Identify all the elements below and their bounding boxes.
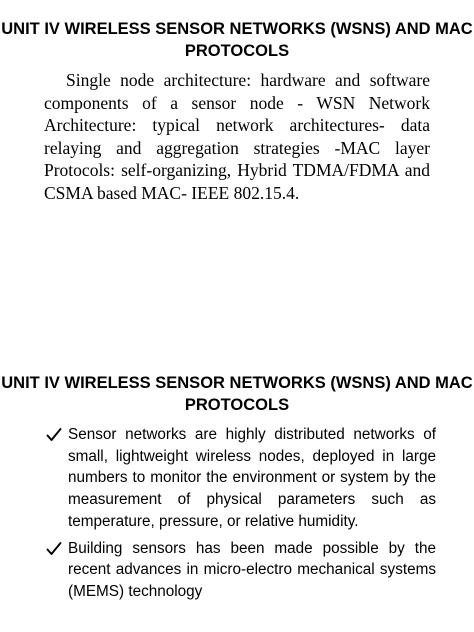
slide-1-title: UNIT IV WIRELESS SENSOR NETWORKS (WSNS) AND MAC PROTOCOLS [1,20,473,60]
checkmark-icon [46,427,62,443]
slide-2-title: UNIT IV WIRELESS SENSOR NETWORKS (WSNS) AND MAC PROTOCOLS [1,374,473,414]
bullet-text: Building sensors has been made possible by the recent advances in micro-electro mechanical systems (MEMS) technology [68,539,436,600]
slide-2 [0,316,474,632]
syllabus-paragraph: Single node architecture: hardware and software components of a sensor node - WSN Network Architecture: typical network architectures- data relaying and aggregation strategies -MAC layer Protocols: self-organizing, Hybrid TDMA/FDMA and CSMA based MAC- IEEE 802.15.4. [44,70,430,203]
checkmark-icon [46,541,62,557]
bullet-text: Sensor networks are highly distributed networks of small, lightweight wireless nodes, deployed in large numbers to monitor the environment or system by the measurement of physical parameters such as temperature, pressure, or relative humidity. [68,426,436,530]
bullet-list [44,424,436,608]
bullet-item [44,424,436,533]
bullet-item [44,538,436,603]
